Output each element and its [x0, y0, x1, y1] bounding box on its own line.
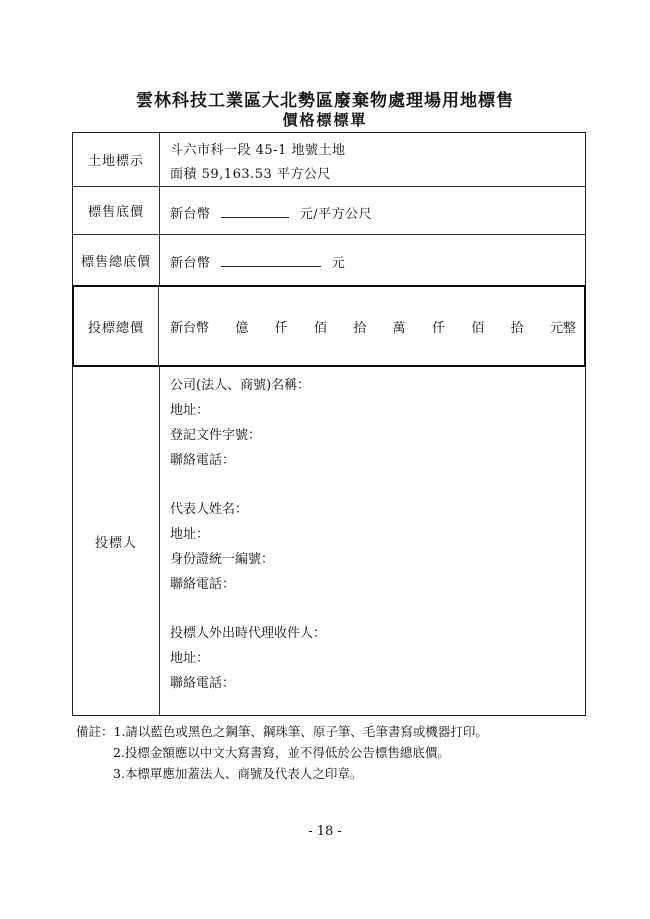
- unit-wan: 萬: [392, 320, 406, 336]
- total-base-suffix: 元: [331, 256, 346, 271]
- unit-shi-2: 拾: [510, 320, 524, 336]
- representative-phone-field[interactable]: 聯絡電話：: [170, 577, 236, 592]
- representative-name-field[interactable]: 代表人姓名：: [170, 502, 249, 517]
- base-price-blank[interactable]: [221, 205, 289, 218]
- total-base-blank[interactable]: [221, 254, 321, 267]
- agent-phone-field[interactable]: 聯絡電話：: [170, 676, 236, 691]
- document-title: 雲林科技工業區大北勢區廢棄物處理場用地標售: [136, 91, 514, 111]
- unit-shi-1: 拾: [353, 320, 367, 336]
- note-1: 備註：1.請以藍色或黑色之鋼筆、鋼珠筆、原子筆、毛筆書寫或機器打印。: [76, 724, 488, 739]
- note-2: 2.投標金額應以中文大寫書寫，並不得低於公告標售總底價。: [113, 745, 450, 760]
- company-address-field[interactable]: 地址：: [170, 403, 210, 418]
- representative-fields: [170, 497, 274, 597]
- bid-total-units[interactable]: [170, 287, 576, 365]
- notes: [76, 721, 488, 784]
- base-price-row: [73, 187, 585, 235]
- bid-total-label: 投標總價: [74, 287, 159, 365]
- note-3: 3.本標單應加蓋法人、商號及代表人之印章。: [113, 766, 363, 781]
- total-base-label: 標售總底價: [73, 235, 160, 285]
- unit-bai-1: 佰: [313, 320, 327, 336]
- bid-form-table: [72, 132, 586, 716]
- bid-total-row: [72, 285, 586, 367]
- company-name-field[interactable]: 公司(法人、商號)名稱：: [170, 378, 311, 393]
- land-label: 土地標示: [73, 133, 160, 186]
- company-registration-field[interactable]: 登記文件字號：: [170, 428, 262, 443]
- unit-bai-2: 佰: [471, 320, 485, 336]
- total-base-row: [73, 235, 585, 285]
- agent-fields: [170, 621, 326, 696]
- representative-address-field[interactable]: 地址：: [170, 527, 210, 542]
- bidder-label: 投標人: [73, 367, 160, 715]
- company-phone-field[interactable]: 聯絡電話：: [170, 453, 236, 468]
- land-area: 面積 59,163.53 平方公尺: [170, 167, 331, 182]
- agent-address-field[interactable]: 地址：: [170, 651, 210, 666]
- unit-qian-1: 仟: [274, 320, 288, 336]
- land-parcel: 斗六市科一段 45-1 地號土地: [170, 143, 346, 158]
- page-number: - 18 -: [308, 824, 342, 839]
- land-row: [73, 133, 585, 187]
- unit-currency: 新台幣: [170, 320, 210, 336]
- company-fields: [170, 373, 310, 473]
- agent-name-field[interactable]: 投標人外出時代理收件人：: [170, 626, 327, 641]
- representative-id-field[interactable]: 身份證統一編號：: [170, 552, 275, 567]
- total-base-prefix: 新台幣: [170, 256, 211, 271]
- total-base-value: [170, 252, 345, 271]
- base-price-value: [170, 203, 372, 222]
- base-price-prefix: 新台幣: [170, 207, 211, 222]
- document-subtitle: 價格標標單: [282, 111, 368, 129]
- base-price-suffix: 元/平方公尺: [299, 207, 373, 222]
- unit-yi: 億: [235, 320, 249, 336]
- unit-qian-2: 仟: [431, 320, 445, 336]
- bidder-row: [73, 367, 585, 715]
- base-price-label: 標售底價: [73, 187, 160, 234]
- unit-yuan: 元整: [549, 320, 576, 336]
